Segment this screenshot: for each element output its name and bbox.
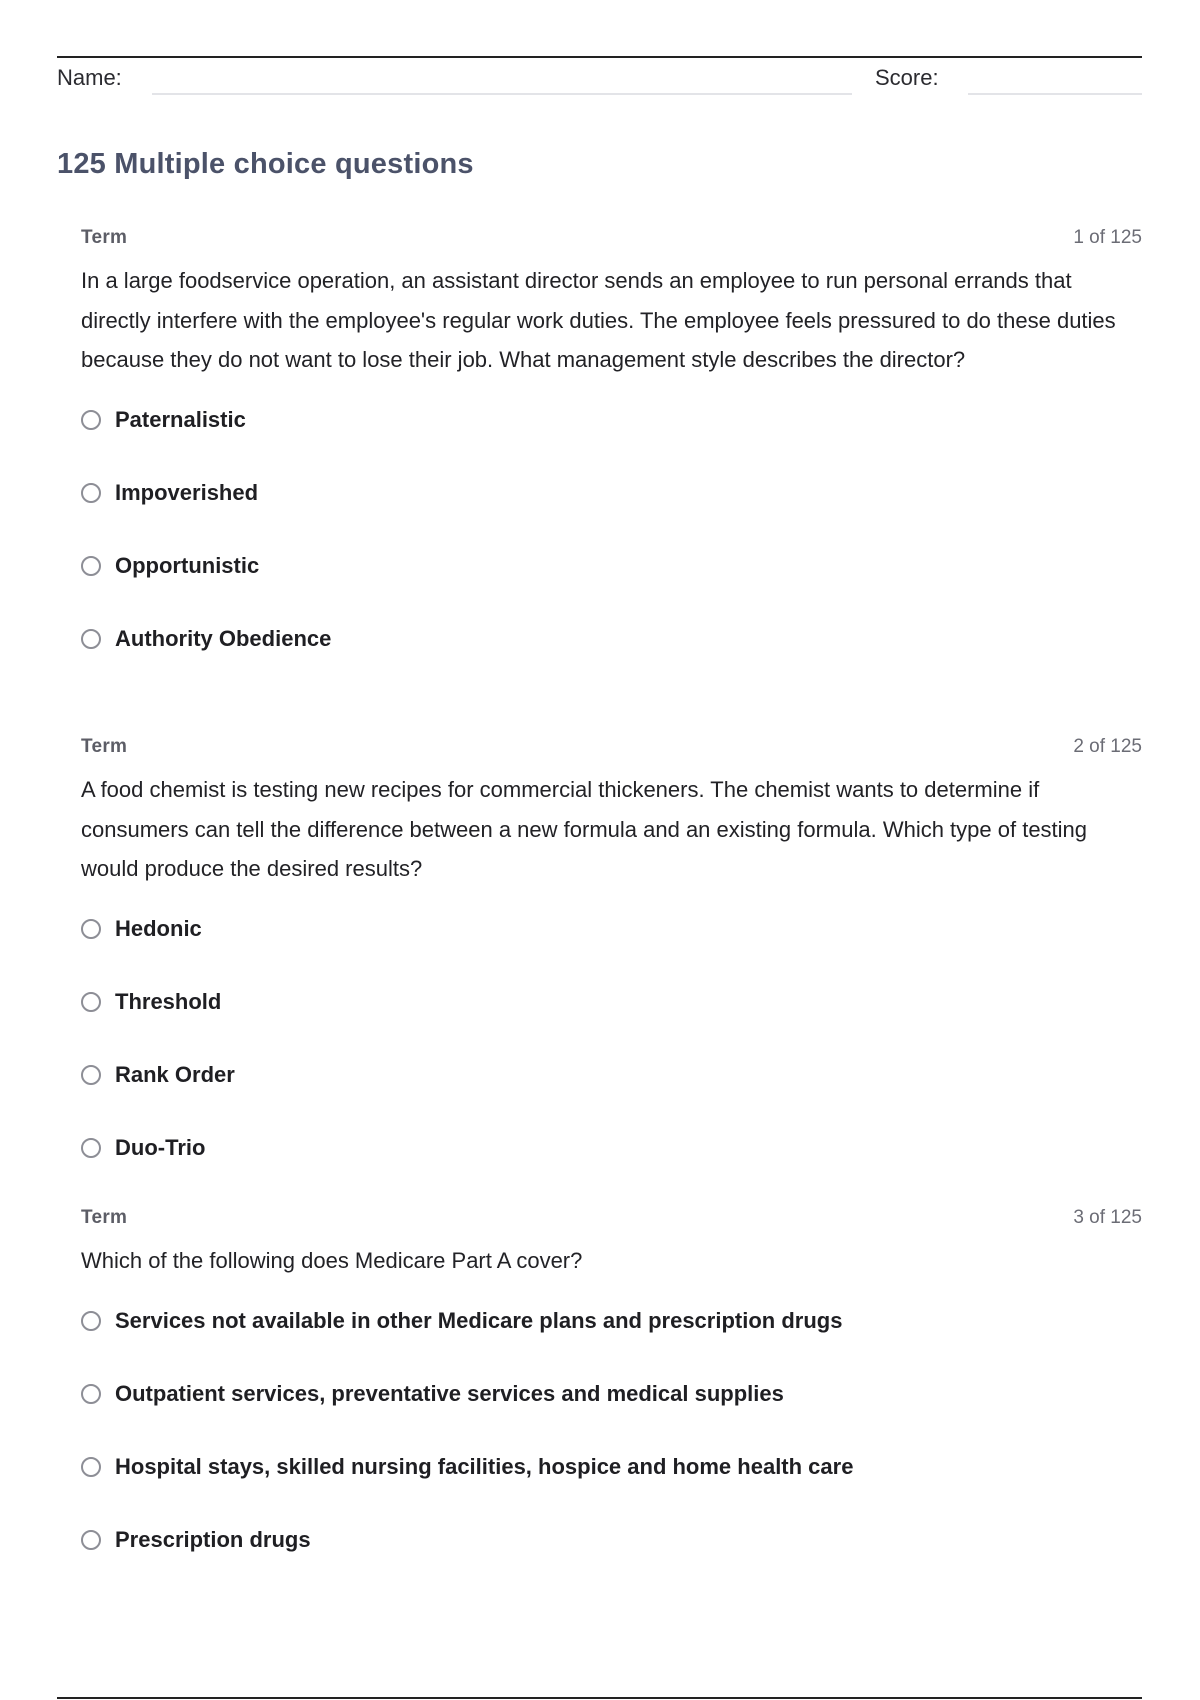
answer-option[interactable]: [81, 966, 1142, 1039]
question-prompt: A food chemist is testing new recipes for commercial thickeners. The chemist wants to determine if consumers can tell the difference between a new formula and an existing formula. Which type of testing would produce the desired results?: [81, 777, 1088, 881]
radio-button[interactable]: [81, 1065, 101, 1085]
answer-option-label: Threshold: [115, 989, 222, 1014]
question-counter: 3 of 125: [1073, 1207, 1142, 1228]
term-label: Term: [81, 227, 128, 248]
answer-option[interactable]: [81, 1504, 1142, 1577]
answer-option[interactable]: [81, 893, 1142, 966]
answer-option-label: Opportunistic: [115, 553, 260, 578]
header-row: [57, 62, 1142, 98]
name-label: Name:: [57, 65, 122, 90]
question-prompt: Which of the following does Medicare Part A cover?: [81, 1248, 583, 1273]
answer-option-label: Hedonic: [115, 916, 202, 941]
radio-button[interactable]: [81, 1457, 101, 1477]
answer-option-label: Hospital stays, skilled nursing facilities, hospice and home health care: [115, 1454, 854, 1479]
question-header: [81, 736, 1142, 762]
radio-button[interactable]: [81, 410, 101, 430]
radio-button[interactable]: [81, 1530, 101, 1550]
top-divider: [57, 56, 1142, 58]
radio-button[interactable]: [81, 1311, 101, 1331]
radio-button[interactable]: [81, 1138, 101, 1158]
answer-option-label: Duo-Trio: [115, 1135, 206, 1160]
score-label: Score:: [875, 65, 939, 90]
radio-button[interactable]: [81, 483, 101, 503]
radio-button[interactable]: [81, 629, 101, 649]
answer-option-label: Paternalistic: [115, 407, 246, 432]
answer-option[interactable]: [81, 384, 1142, 457]
name-field[interactable]: [152, 93, 852, 95]
radio-button[interactable]: [81, 1384, 101, 1404]
answer-option-label: Authority Obedience: [115, 626, 332, 651]
question-2: [81, 736, 1142, 1185]
answer-option[interactable]: [81, 530, 1142, 603]
answer-option-label: Prescription drugs: [115, 1527, 311, 1552]
radio-button[interactable]: [81, 556, 101, 576]
question-counter: 2 of 125: [1073, 736, 1142, 757]
answer-option[interactable]: [81, 1112, 1142, 1185]
bottom-divider: [57, 1697, 1142, 1699]
radio-button[interactable]: [81, 919, 101, 939]
answer-options: [81, 1285, 1142, 1577]
term-label: Term: [81, 736, 128, 757]
answer-option[interactable]: [81, 1039, 1142, 1112]
question-header: [81, 227, 1142, 253]
answer-option-label: Rank Order: [115, 1062, 235, 1087]
answer-option-label: Outpatient services, preventative services and medical supplies: [115, 1381, 784, 1406]
answer-option-label: Services not available in other Medicare plans and prescription drugs: [115, 1308, 843, 1333]
section-title: 125 Multiple choice questions: [57, 148, 474, 180]
answer-option[interactable]: [81, 457, 1142, 530]
question-counter: 1 of 125: [1073, 227, 1142, 248]
question-1: [81, 227, 1142, 676]
answer-option[interactable]: [81, 1431, 1142, 1504]
question-prompt: In a large foodservice operation, an assistant director sends an employee to run personal errands that directly interfere with the employee's regular work duties. The employee feels pressured to do these duties because they do not want to lose their job. What management style describes the director?: [81, 268, 1116, 372]
question-3: [81, 1207, 1142, 1577]
answer-options: [81, 893, 1142, 1185]
answer-option[interactable]: [81, 603, 1142, 676]
answer-option-label: Impoverished: [115, 480, 259, 505]
score-field[interactable]: [968, 93, 1142, 95]
quiz-page: [57, 0, 1142, 1700]
radio-button[interactable]: [81, 992, 101, 1012]
term-label: Term: [81, 1207, 128, 1228]
answer-option[interactable]: [81, 1285, 1142, 1358]
answer-options: [81, 384, 1142, 676]
question-header: [81, 1207, 1142, 1233]
answer-option[interactable]: [81, 1358, 1142, 1431]
